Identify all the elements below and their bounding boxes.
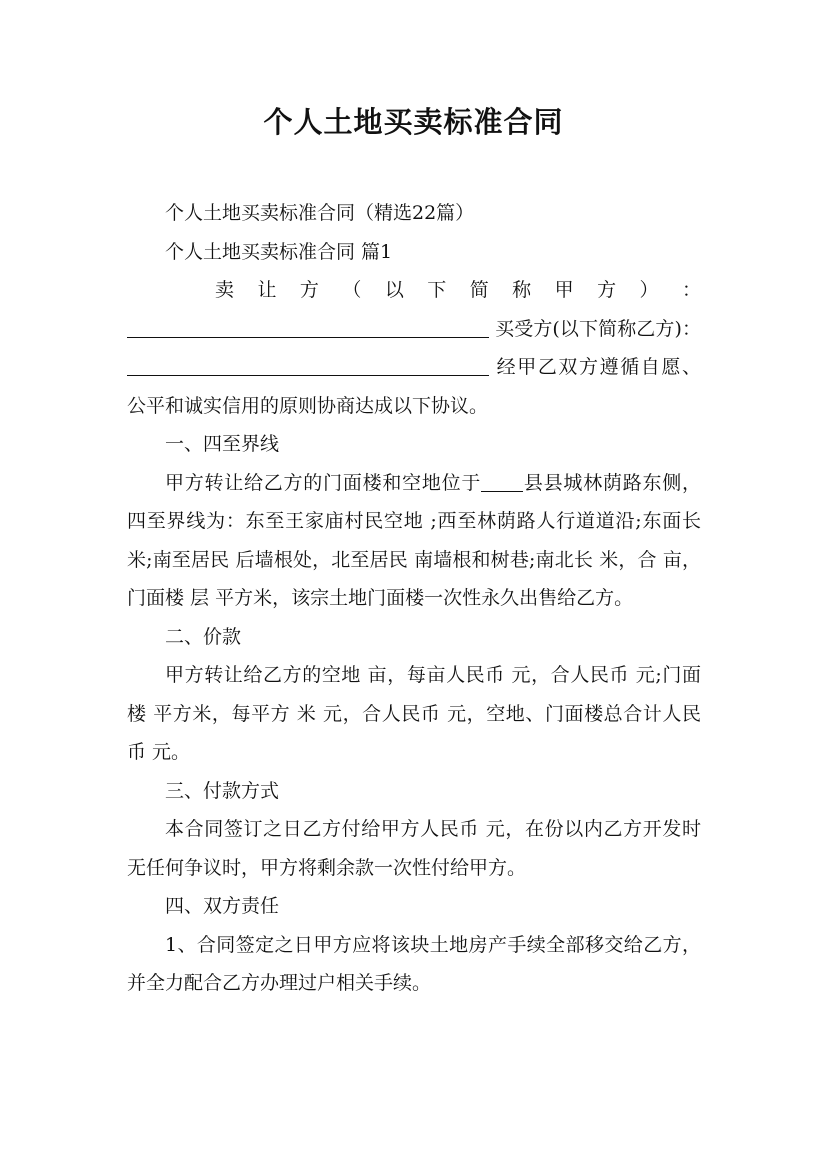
- section1-paragraph: [127, 464, 701, 618]
- seller-label-char: 方: [597, 279, 617, 301]
- seller-label-char: 称: [512, 279, 532, 301]
- seller-label-char: 甲: [554, 279, 574, 301]
- county-blank: [481, 472, 523, 492]
- seller-label-char: 卖: [215, 279, 235, 301]
- parties-paragraph: [127, 310, 701, 426]
- seller-label-char: ：: [681, 279, 701, 301]
- section1-text-a: 甲方转让给乙方的门面楼和空地位于: [165, 471, 482, 494]
- seller-label-char: 以: [384, 279, 404, 301]
- seller-label-char: ）: [639, 279, 659, 301]
- seller-label-char: 简: [469, 279, 489, 301]
- seller-blank: [127, 318, 489, 338]
- seller-label-char: 下: [427, 279, 447, 301]
- section3-paragraph: 本合同签订之日乙方付给甲方人民币 元，在份以内乙方开发时无任何争议时，甲方将剩余款一次性付给甲方。: [127, 818, 701, 879]
- section4-item-1: 1、合同签定之日甲方应将该块土地房产手续全部移交给乙方，并全力配合乙方办理过户相关手续。: [127, 933, 701, 994]
- document-body: [127, 194, 701, 1003]
- section4-heading: 四、双方责任: [165, 895, 280, 917]
- document-subtitle: 个人土地买卖标准合同（精选22篇）: [165, 202, 475, 224]
- seller-label-char: （: [342, 279, 362, 301]
- buyer-blank: [127, 356, 489, 376]
- section3-heading: 三、付款方式: [165, 779, 280, 802]
- section2-heading: 二、价款: [165, 625, 242, 648]
- document-title: 个人土地买卖标准合同: [263, 105, 564, 139]
- seller-label-char: 让: [257, 279, 277, 301]
- section1-heading: 一、四至界线: [165, 433, 280, 455]
- seller-label-char: 方: [299, 279, 319, 301]
- section1-text-b: 县县城林荫路东侧，四至界线为：东至王家庙村民空地 ;西至林荫路人行道道沿;东面长 米;南至居民 后墙根处，北至居民 南墙根和树巷;南北长 米，合 亩，门面楼 层 平方米，该宗土地门面楼一次性永久出售给乙方。: [127, 471, 701, 609]
- seller-label-line: [127, 271, 701, 310]
- buyer-label: 买受方(以下简称乙方)：: [495, 317, 701, 340]
- parties-agreement-text: 经甲乙双方遵循自愿、公平和诚实信用的原则协商达成以下协议。: [127, 356, 701, 417]
- section2-paragraph: 甲方转让给乙方的空地 亩，每亩人民币 元，合人民币 元;门面楼 平方米，每平方 米 元，合人民币 元，空地、门面楼总合计人民币 元。: [127, 664, 701, 763]
- article-title: 个人土地买卖标准合同 篇1: [165, 240, 393, 263]
